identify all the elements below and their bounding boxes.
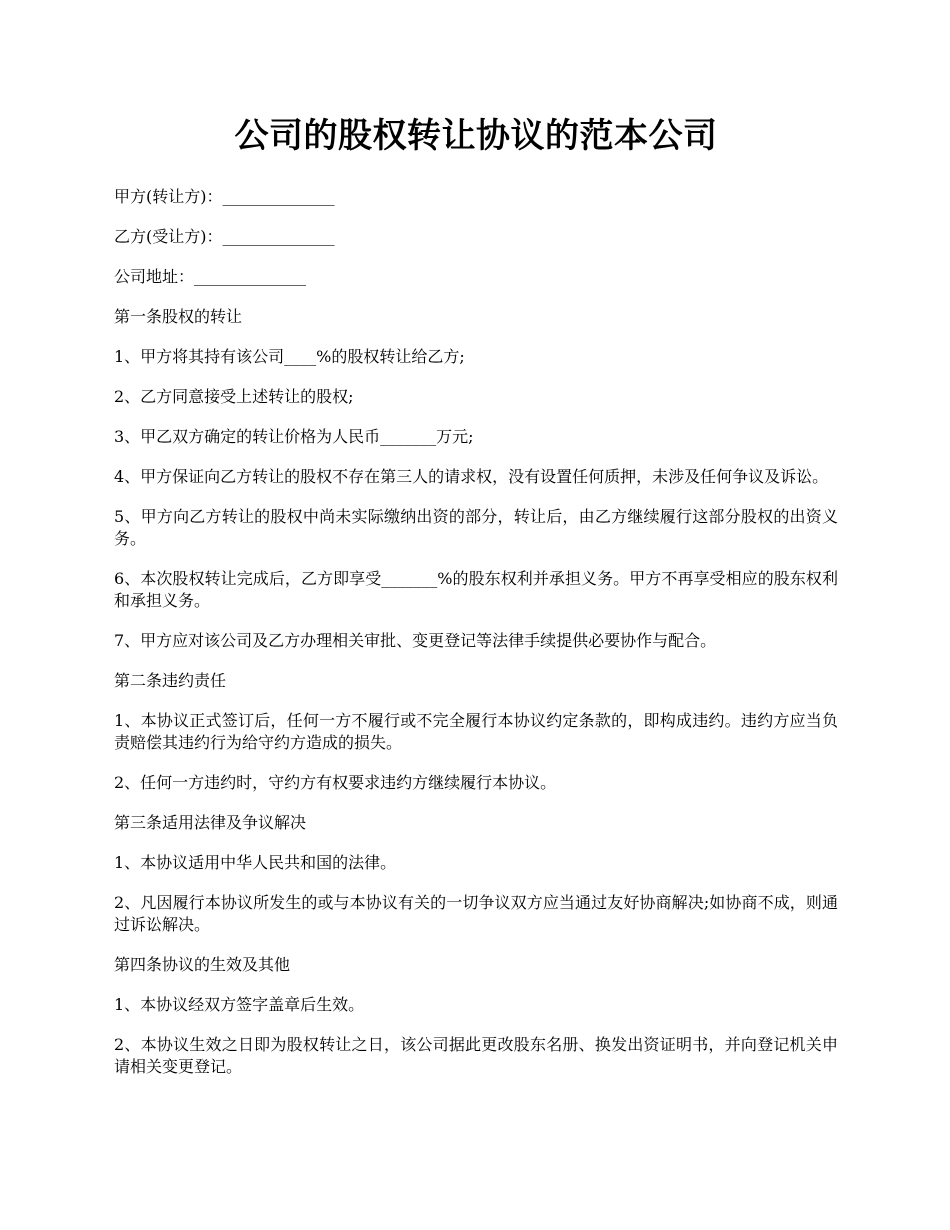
- article-1-clause-3: 3、甲乙双方确定的转让价格为人民币_______万元;: [114, 427, 474, 446]
- article-2-heading: 第二条违约责任: [114, 671, 227, 690]
- party-a-line: 甲方(转让方)：______________: [114, 187, 335, 206]
- article-2-clause-2: 2、任何一方违约时，守约方有权要求违约方继续履行本协议。: [114, 773, 557, 792]
- party-b-line: 乙方(受让方)：______________: [114, 227, 335, 246]
- article-3-clause-1: 1、本协议适用中华人民共和国的法律。: [114, 853, 397, 872]
- document-title: 公司的股权转让协议的范本公司: [234, 116, 718, 156]
- article-1-clause-6: 6、本次股权转让完成后，乙方即享受_______%的股东权利并承担义务。甲方不再享受相应的股东权利和承担义务。: [114, 569, 838, 610]
- article-4-clause-1: 1、本协议经双方签字盖章后生效。: [114, 995, 365, 1014]
- article-1-heading: 第一条股权的转让: [114, 307, 243, 326]
- document-page: [114, 110, 838, 1096]
- article-2-clause-1: 1、本协议正式签订后，任何一方不履行或不完全履行本协议约定条款的，即构成违约。违约方应当负责赔偿其违约行为给守约方造成的损失。: [114, 711, 838, 752]
- article-4-clause-2: 2、本协议生效之日即为股权转让之日，该公司据此更改股东名册、换发出资证明书，并向登记机关申请相关变更登记。: [114, 1035, 838, 1076]
- article-4-heading: 第四条协议的生效及其他: [114, 955, 291, 974]
- article-1-clause-2: 2、乙方同意接受上述转让的股权;: [114, 387, 354, 406]
- article-3-heading: 第三条适用法律及争议解决: [114, 813, 307, 832]
- article-3-clause-2: 2、凡因履行本协议所发生的或与本协议有关的一切争议双方应当通过友好协商解决;如协商不成，则通过诉讼解决。: [114, 893, 838, 934]
- article-1-clause-7: 7、甲方应对该公司及乙方办理相关审批、变更登记等法律手续提供必要协作与配合。: [114, 631, 717, 650]
- article-1-clause-4: 4、甲方保证向乙方转让的股权不存在第三人的请求权，没有设置任何质押，未涉及任何争议及诉讼。: [114, 467, 829, 486]
- article-1-clause-1: 1、甲方将其持有该公司____%的股权转让给乙方;: [114, 347, 465, 366]
- company-address-line: 公司地址：______________: [114, 267, 307, 286]
- article-1-clause-5: 5、甲方向乙方转让的股权中尚未实际缴纳出资的部分，转让后，由乙方继续履行这部分股权的出资义务。: [114, 507, 838, 548]
